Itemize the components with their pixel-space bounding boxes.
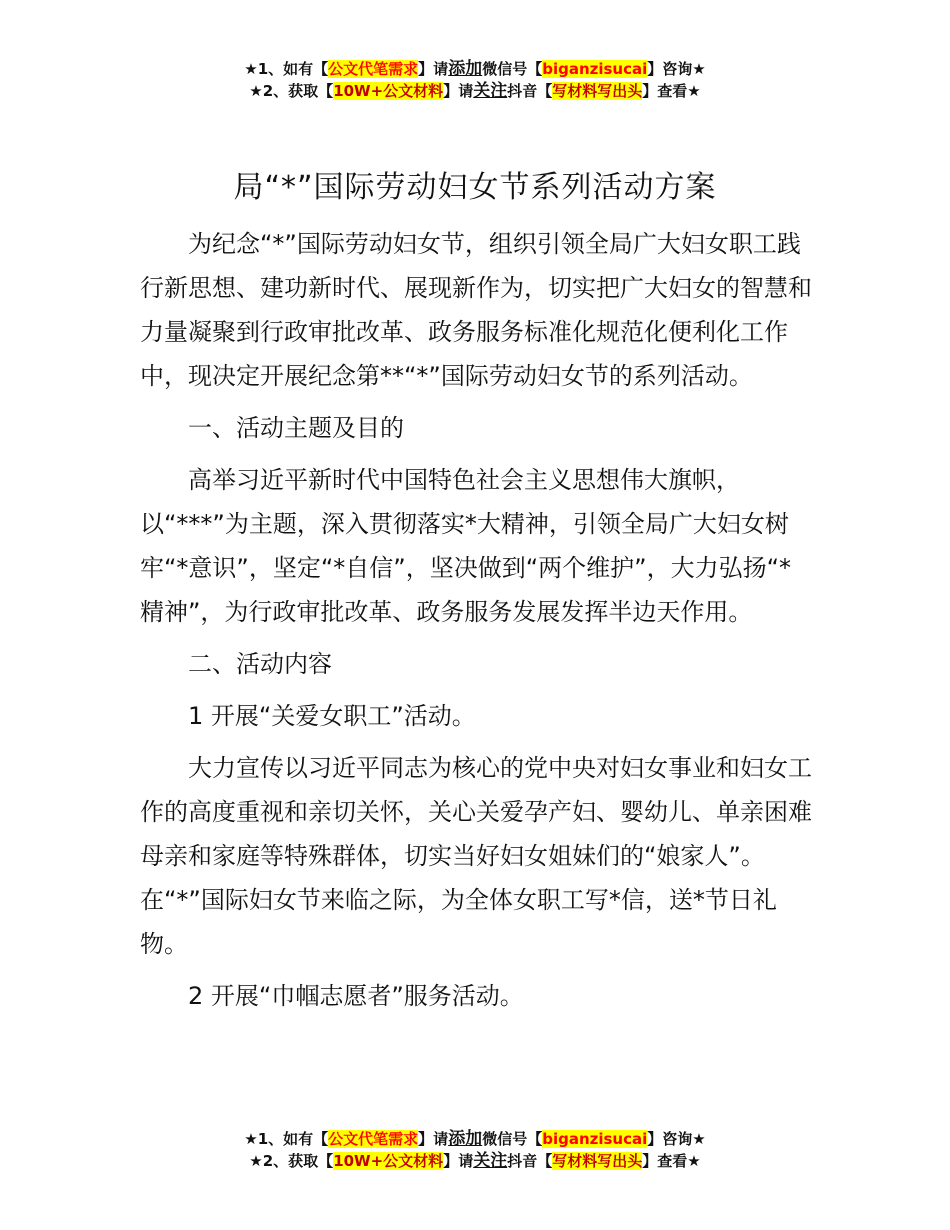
banner-text: ★1、如有【: [244, 1130, 329, 1148]
section-heading: 一、活动主题及目的: [188, 414, 404, 442]
body-paragraph: 高举习近平新时代中国特色社会主义思想伟大旗帜，以“***”为主题，深入贯彻落实*大精神，引领全局广大妇女树牢“*意识”，坚定“*自信”，坚决做到“两个维护”，大力弘扬“*精神”，为行政审批改革、政务服务发展发挥半边天作用。: [140, 466, 792, 626]
banner-text: ★2、获取【: [249, 82, 334, 100]
section-heading: 二、活动内容: [188, 650, 332, 678]
header-banner: [0, 58, 950, 102]
banner-text: 】查看★: [642, 82, 701, 100]
banner-text: 微信号【: [482, 60, 543, 78]
banner-underlined-text: 添加: [448, 1129, 483, 1149]
banner-text: 抖音【: [507, 1152, 553, 1170]
banner-text: 】咨询★: [647, 60, 706, 78]
banner-text: 抖音【: [507, 82, 553, 100]
banner-highlight: 写材料写出头: [552, 82, 643, 100]
banner-highlight: 公文代笔需求: [328, 60, 419, 78]
banner-line-1: [0, 1128, 950, 1150]
subsection-heading: 1 开展“关爱女职工”活动。: [188, 702, 476, 730]
banner-line-1: [0, 58, 950, 80]
document-body: [140, 222, 815, 1018]
body-paragraph: 大力宣传以习近平同志为核心的党中央对妇女事业和妇女工作的高度重视和亲切关怀，关心关爱孕产妇、婴幼儿、单亲困难母亲和家庭等特殊群体，切实当好妇女姐妹们的“娘家人”。在“*”国际妇女节来临之际，为全体女职工写*信，送*节日礼物。: [140, 754, 812, 958]
banner-text: ★1、如有【: [244, 60, 329, 78]
banner-underlined-text: 关注: [473, 1151, 508, 1171]
banner-underlined-text: 添加: [448, 59, 483, 79]
banner-text: 微信号【: [482, 1130, 543, 1148]
banner-text: 】请: [418, 1130, 449, 1148]
banner-text: ★2、获取【: [249, 1152, 334, 1170]
banner-text: 】咨询★: [647, 1130, 706, 1148]
banner-highlight: 10W+公文材料: [333, 82, 444, 100]
banner-text: 】请: [443, 1152, 474, 1170]
banner-text: 】请: [443, 82, 474, 100]
banner-highlight: biganzisucai: [542, 60, 648, 78]
banner-highlight: 公文代笔需求: [328, 1130, 419, 1148]
banner-highlight: 写材料写出头: [552, 1152, 643, 1170]
intro-paragraph: 为纪念“*”国际劳动妇女节，组织引领全局广大妇女职工践行新思想、建功新时代、展现新作为，切实把广大妇女的智慧和力量凝聚到行政审批改革、政务服务标准化规范化便利化工作中，现决定开展纪念第**“*”国际劳动妇女节的系列活动。: [140, 230, 812, 390]
banner-highlight: biganzisucai: [542, 1130, 648, 1148]
subsection-heading: 2 开展“巾帼志愿者”服务活动。: [188, 982, 524, 1010]
document-title: 局“*”国际劳动妇女节系列活动方案: [233, 170, 717, 205]
banner-text: 】请: [418, 60, 449, 78]
banner-line-2: [0, 80, 950, 102]
banner-line-2: [0, 1150, 950, 1172]
footer-banner: [0, 1128, 950, 1172]
banner-underlined-text: 关注: [473, 81, 508, 101]
banner-text: 】查看★: [642, 1152, 701, 1170]
banner-highlight: 10W+公文材料: [333, 1152, 444, 1170]
